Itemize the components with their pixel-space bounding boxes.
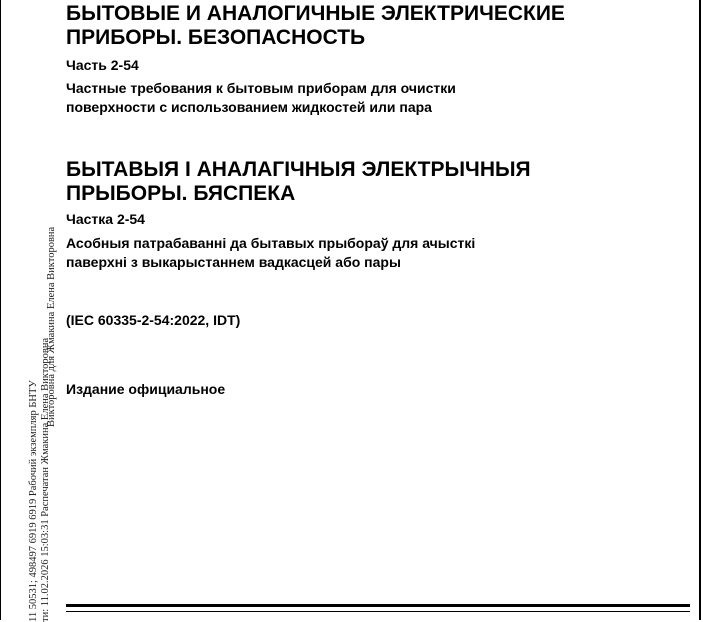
subtitle-belarusian-line-2: паверхні з выкарыстаннем вадкасцей або пары	[66, 254, 401, 270]
title-belarusian-line-2: ПРЫБОРЫ. БЯСПЕКА	[66, 182, 296, 205]
subtitle-russian	[66, 79, 456, 117]
stamp-line-2: ти: 11.02.2026 15:03:31 Распечатан Жмакина Елена Викторовна	[40, 337, 51, 622]
footer-rule-thick	[66, 604, 690, 607]
edition-label: Издание официальное	[66, 381, 226, 397]
stamp-line-1: 11 50531; 498497 6919 6919 Рабочий экземпляр БНТУ	[28, 380, 39, 622]
stamp-line-3: Викторовна для Жмакина Елена Викторовна	[46, 226, 57, 427]
title-russian	[66, 2, 565, 50]
part-number-belarusian: Частка 2-54	[66, 211, 145, 227]
subtitle-belarusian-line-1: Асобныя патрабаванні да бытавых прыбораў для ачысткі	[66, 235, 476, 251]
subtitle-belarusian	[66, 234, 475, 272]
title-russian-line-2: ПРИБОРЫ. БЕЗОПАСНОСТЬ	[66, 26, 366, 49]
subtitle-russian-line-1: Частные требования к бытовым приборам для очистки	[66, 80, 456, 96]
part-number-russian: Часть 2-54	[66, 57, 139, 73]
iec-reference: (IEC 60335-2-54:2022, IDT)	[66, 312, 241, 328]
title-belarusian-line-1: БЫТАВЫЯ I АНАЛАГІЧНЫЯ ЭЛЕКТРЫЧНЫЯ	[66, 158, 531, 181]
side-watermark-stamp	[4, 0, 57, 622]
title-belarusian	[66, 158, 531, 206]
footer-rule-thin	[66, 611, 690, 612]
title-russian-line-1: БЫТОВЫЕ И АНАЛОГИЧНЫЕ ЭЛЕКТРИЧЕСКИЕ	[66, 2, 565, 25]
subtitle-russian-line-2: поверхности с использованием жидкостей или пара	[66, 99, 432, 115]
